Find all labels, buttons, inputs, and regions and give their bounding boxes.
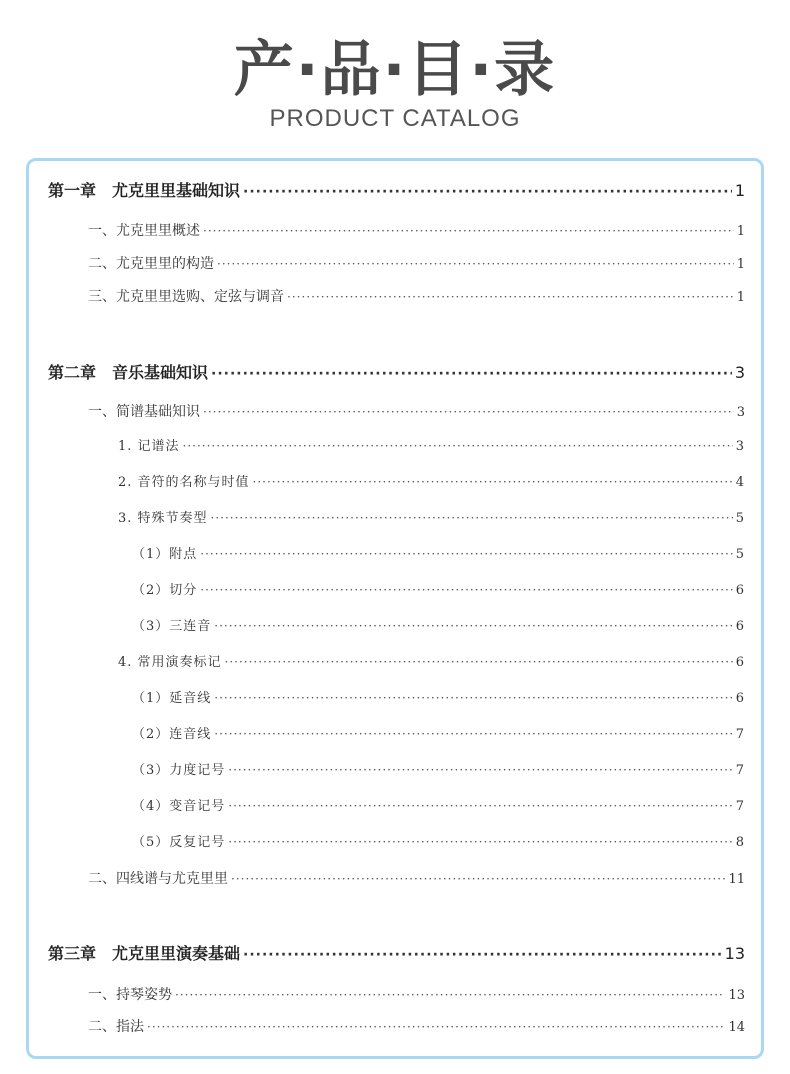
toc-subsubsection[interactable] [132, 685, 745, 711]
toc-entry-label: 一、持琴姿势 [88, 987, 172, 1003]
leader-dots [214, 721, 732, 747]
leader-dots [253, 469, 733, 495]
page-title: 产·品·目·录 [233, 35, 557, 105]
toc-page-number: 1 [736, 290, 745, 305]
toc-entry-label: （4）变音记号 [132, 799, 226, 814]
toc-section[interactable] [88, 284, 745, 310]
leader-dots [211, 505, 733, 531]
toc-page-number: 7 [735, 799, 745, 814]
toc-page-number: 4 [735, 475, 745, 490]
leader-dots [228, 793, 732, 819]
toc-page-number: 6 [735, 619, 745, 634]
toc-chapter[interactable] [48, 178, 745, 204]
toc-page-number: 11 [728, 872, 745, 887]
toc-entry-label: （1）延音线 [132, 691, 212, 706]
leader-dots [217, 251, 734, 277]
leader-dots [175, 982, 725, 1008]
toc-subsubsection[interactable] [132, 793, 745, 819]
leader-dots [203, 218, 734, 244]
toc-entry-label: （1）附点 [132, 547, 198, 562]
toc-subsubsection[interactable] [132, 577, 745, 603]
toc-page-number: 3 [736, 405, 745, 420]
toc-entry-label: 3. 特殊节奏型 [118, 511, 208, 526]
toc-page-number: 5 [735, 511, 745, 526]
toc-page-number: 6 [735, 691, 745, 706]
toc-section[interactable] [88, 399, 745, 425]
leader-dots [231, 866, 725, 892]
toc-subsubsection[interactable] [132, 829, 745, 855]
toc-entry-label: （3）三连音 [132, 619, 212, 634]
toc-page-number: 5 [735, 547, 745, 562]
toc-section[interactable] [88, 866, 745, 892]
toc-entry-label: 三、尤克里里选购、定弦与调音 [88, 289, 284, 305]
leader-dots [225, 649, 733, 675]
toc-page-number: 7 [735, 727, 745, 742]
toc-subsection[interactable] [118, 433, 745, 459]
toc-entry-label: （5）反复记号 [132, 835, 226, 850]
toc-entry-label: 第三章 尤克里里演奏基础 [48, 944, 241, 963]
toc-entry-label: 一、尤克里里概述 [88, 223, 200, 239]
leader-dots [147, 1014, 725, 1040]
toc-page-number: 1 [736, 257, 745, 272]
toc-subsubsection[interactable] [132, 757, 745, 783]
toc-page-number: 3 [734, 363, 745, 382]
toc-page-number: 6 [735, 583, 745, 598]
toc-page-number: 1 [736, 224, 745, 239]
toc-subsection[interactable] [118, 469, 745, 495]
toc-entry-label: 二、尤克里里的构造 [88, 256, 214, 272]
toc-subsection[interactable] [118, 649, 745, 675]
leader-dots [243, 942, 722, 968]
toc-page-number: 14 [728, 1020, 745, 1035]
leader-dots [203, 399, 734, 425]
toc-entry-label: 第二章 音乐基础知识 [48, 363, 209, 382]
toc-page-number: 13 [724, 944, 745, 963]
toc-entry-label: （2）切分 [132, 583, 198, 598]
leader-dots [228, 829, 732, 855]
toc-entry-label: （2）连音线 [132, 727, 212, 742]
leader-dots [200, 577, 732, 603]
leader-dots [287, 284, 734, 310]
toc-chapter[interactable] [48, 360, 745, 386]
toc-entry-label: 一、简谱基础知识 [88, 404, 200, 420]
leader-dots [214, 685, 732, 711]
toc-entry-label: 二、指法 [88, 1019, 144, 1035]
toc-entry-label: 二、四线谱与尤克里里 [88, 871, 228, 887]
toc-page-number: 13 [728, 988, 745, 1003]
toc-chapter[interactable] [48, 941, 745, 967]
toc-subsubsection[interactable] [132, 721, 745, 747]
leader-dots [200, 541, 732, 567]
toc-page-number: 8 [735, 835, 745, 850]
page-subtitle: PRODUCT CATALOG [269, 105, 521, 132]
toc-entry-label: 1. 记谱法 [118, 439, 180, 454]
toc-subsection[interactable] [118, 505, 745, 531]
toc-section[interactable] [88, 251, 745, 277]
leader-dots [211, 361, 732, 387]
leader-dots [243, 179, 732, 205]
toc-section[interactable] [88, 218, 745, 244]
toc-entry-label: 4. 常用演奏标记 [118, 655, 222, 670]
toc-section[interactable] [88, 982, 745, 1008]
toc-page-number: 1 [734, 181, 745, 200]
toc-page-number: 7 [735, 763, 745, 778]
toc-entry-label: 第一章 尤克里里基础知识 [48, 181, 241, 200]
toc-section[interactable] [88, 1014, 745, 1040]
toc-subsubsection[interactable] [132, 541, 745, 567]
toc-page-number: 3 [735, 439, 745, 454]
leader-dots [228, 757, 732, 783]
toc-entry-label: 2. 音符的名称与时值 [118, 475, 250, 490]
toc-entry-label: （3）力度记号 [132, 763, 226, 778]
toc-subsubsection[interactable] [132, 613, 745, 639]
leader-dots [214, 613, 732, 639]
toc-page-number: 6 [735, 655, 745, 670]
leader-dots [183, 433, 733, 459]
